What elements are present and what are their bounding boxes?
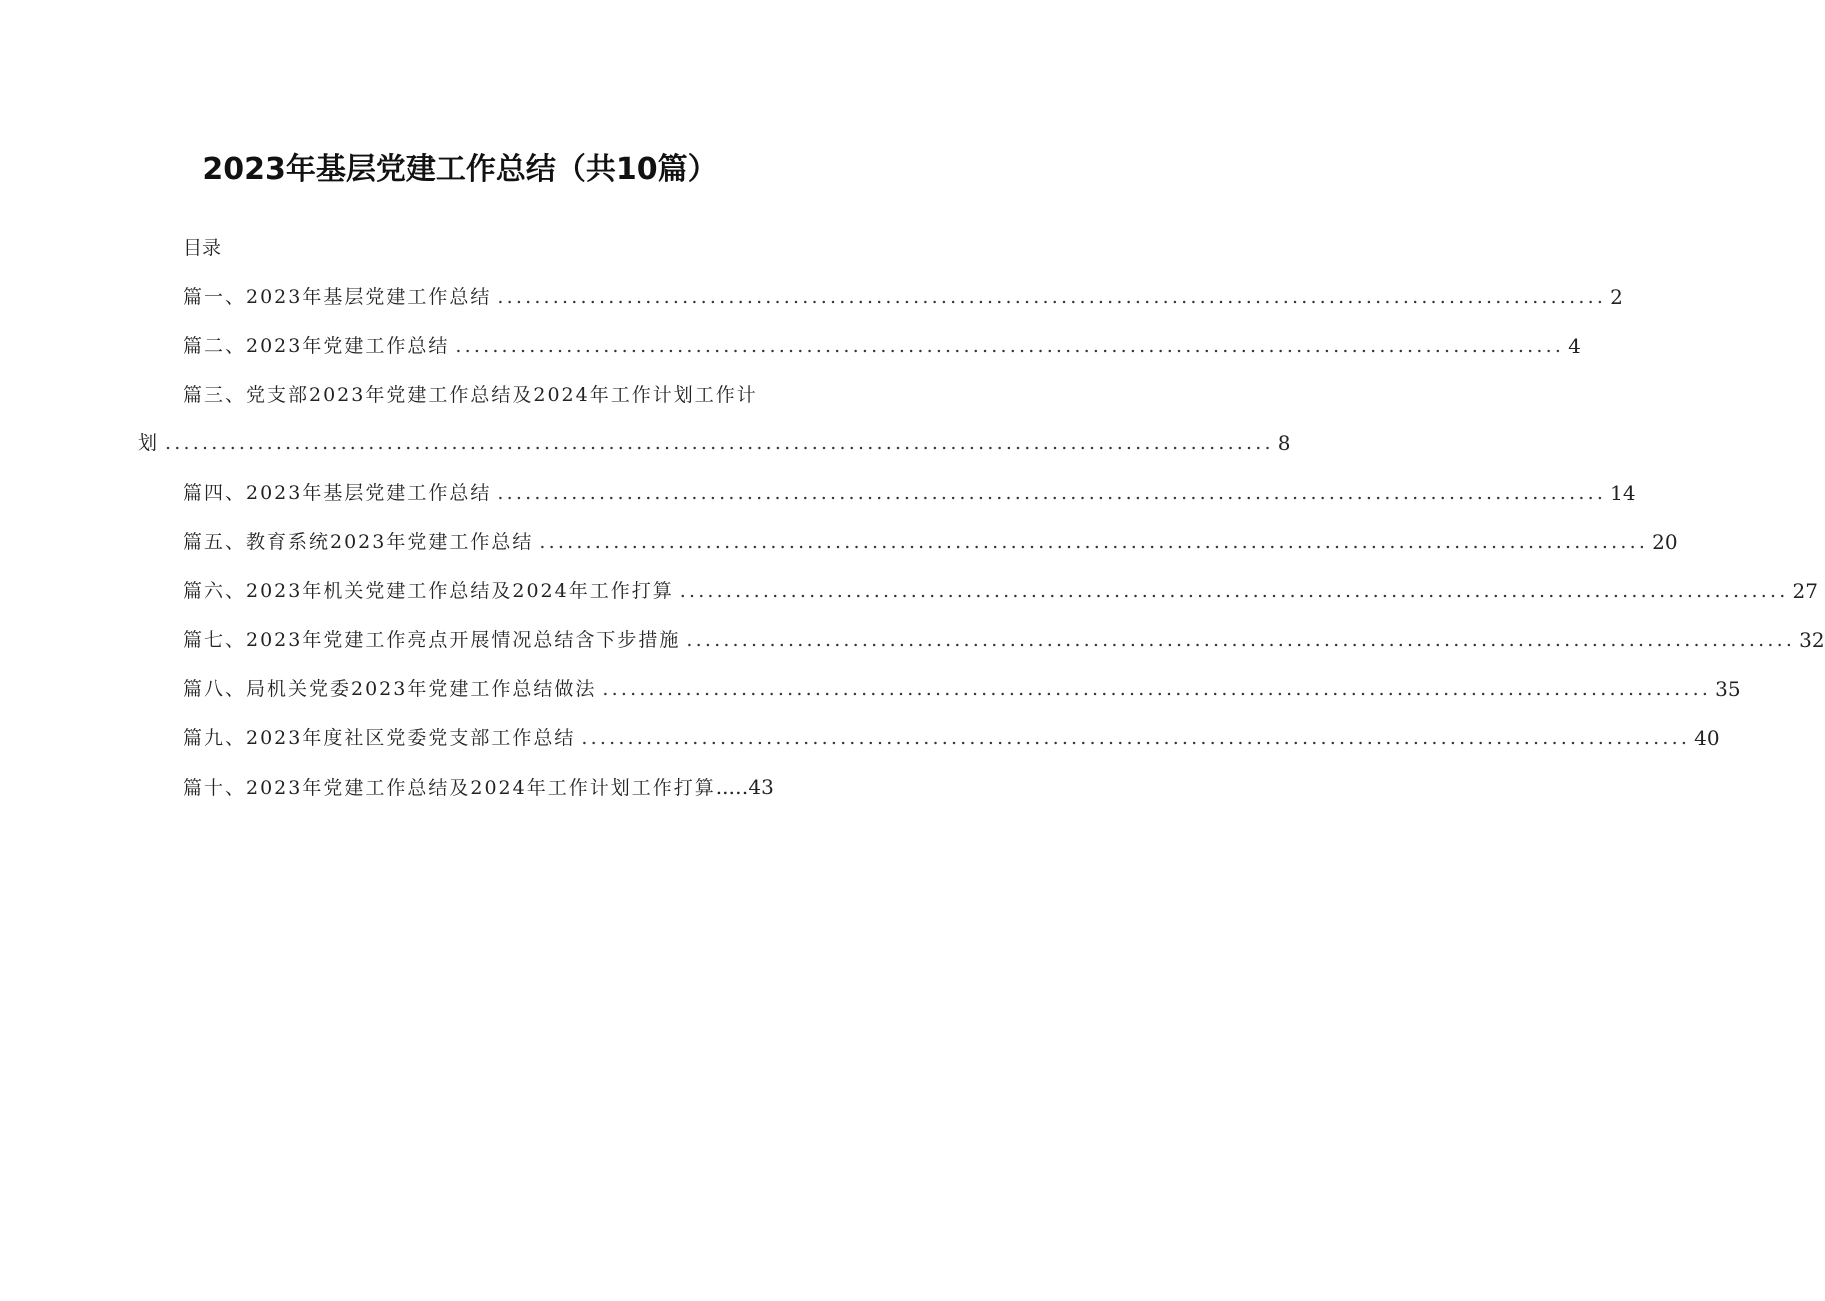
toc-page-number: 40	[1694, 726, 1720, 750]
toc-entry-10[interactable]	[183, 772, 774, 803]
dot-leader: ........................................................................................................................	[497, 286, 1607, 308]
toc-page-number: 20	[1652, 530, 1678, 554]
toc-entry-text: 篇八、局机关党委2023年党建工作总结做法	[183, 678, 597, 700]
toc-entry-8[interactable]	[183, 674, 1741, 704]
toc-page-number: 8	[1277, 431, 1291, 455]
toc-page-number: 2	[1610, 285, 1623, 309]
dot-leader: ........................................................................................................................	[497, 482, 1607, 504]
toc-entry-text: 篇九、2023年度社区党委党支部工作总结	[183, 727, 576, 749]
dot-leader: ........................................................................................................................	[686, 629, 1796, 651]
toc-entry-text: 篇四、2023年基层党建工作总结	[183, 482, 492, 504]
dot-leader: ........................................................................................................................	[679, 580, 1789, 602]
toc-entry-6[interactable]	[183, 576, 1818, 606]
toc-entry-text: 篇十、2023年党建工作总结及2024年工作计划工作打算	[183, 777, 716, 799]
toc-entry-text: 篇五、教育系统2023年党建工作总结	[183, 531, 534, 553]
toc-entry-3-line1[interactable]: 篇三、党支部2023年党建工作总结及2024年工作计划工作计	[183, 384, 758, 406]
dot-leader: ........................................................................................................................	[581, 727, 1691, 749]
toc-entry-text: 篇二、2023年党建工作总结	[183, 335, 450, 357]
toc-entry-1[interactable]	[183, 282, 1623, 312]
page-title: 2023年基层党建工作总结（共10篇）	[202, 152, 718, 187]
dot-leader: ........................................................................................................................	[455, 335, 1565, 357]
toc-page-number: 32	[1799, 628, 1825, 652]
toc-entry-2[interactable]	[183, 331, 1581, 361]
toc-page-number: 14	[1610, 481, 1636, 505]
toc-page-number: ..…43	[715, 775, 774, 799]
dot-leader: ........................................................................................................................	[539, 531, 1649, 553]
toc-entry-9[interactable]	[183, 723, 1720, 753]
dot-leader: ........................................................................................................................	[602, 678, 1712, 700]
toc-heading: 目录	[183, 237, 222, 259]
toc-page-number: 4	[1568, 334, 1581, 358]
toc-entry-3[interactable]	[138, 428, 1291, 458]
toc-entry-7[interactable]	[183, 625, 1825, 655]
toc-entry-text: 篇七、2023年党建工作亮点开展情况总结含下步措施	[183, 629, 681, 651]
toc-page-number: 35	[1715, 677, 1741, 701]
toc-entry-text: 划	[138, 432, 160, 454]
toc-page-number: 27	[1792, 579, 1818, 603]
toc-entry-5[interactable]	[183, 527, 1678, 557]
toc-entry-text: 篇六、2023年机关党建工作总结及2024年工作打算	[183, 580, 674, 602]
toc-entry-4[interactable]	[183, 478, 1636, 508]
dot-leader: ........................................................................................................................	[165, 432, 1274, 454]
toc-entry-text: 篇一、2023年基层党建工作总结	[183, 286, 492, 308]
